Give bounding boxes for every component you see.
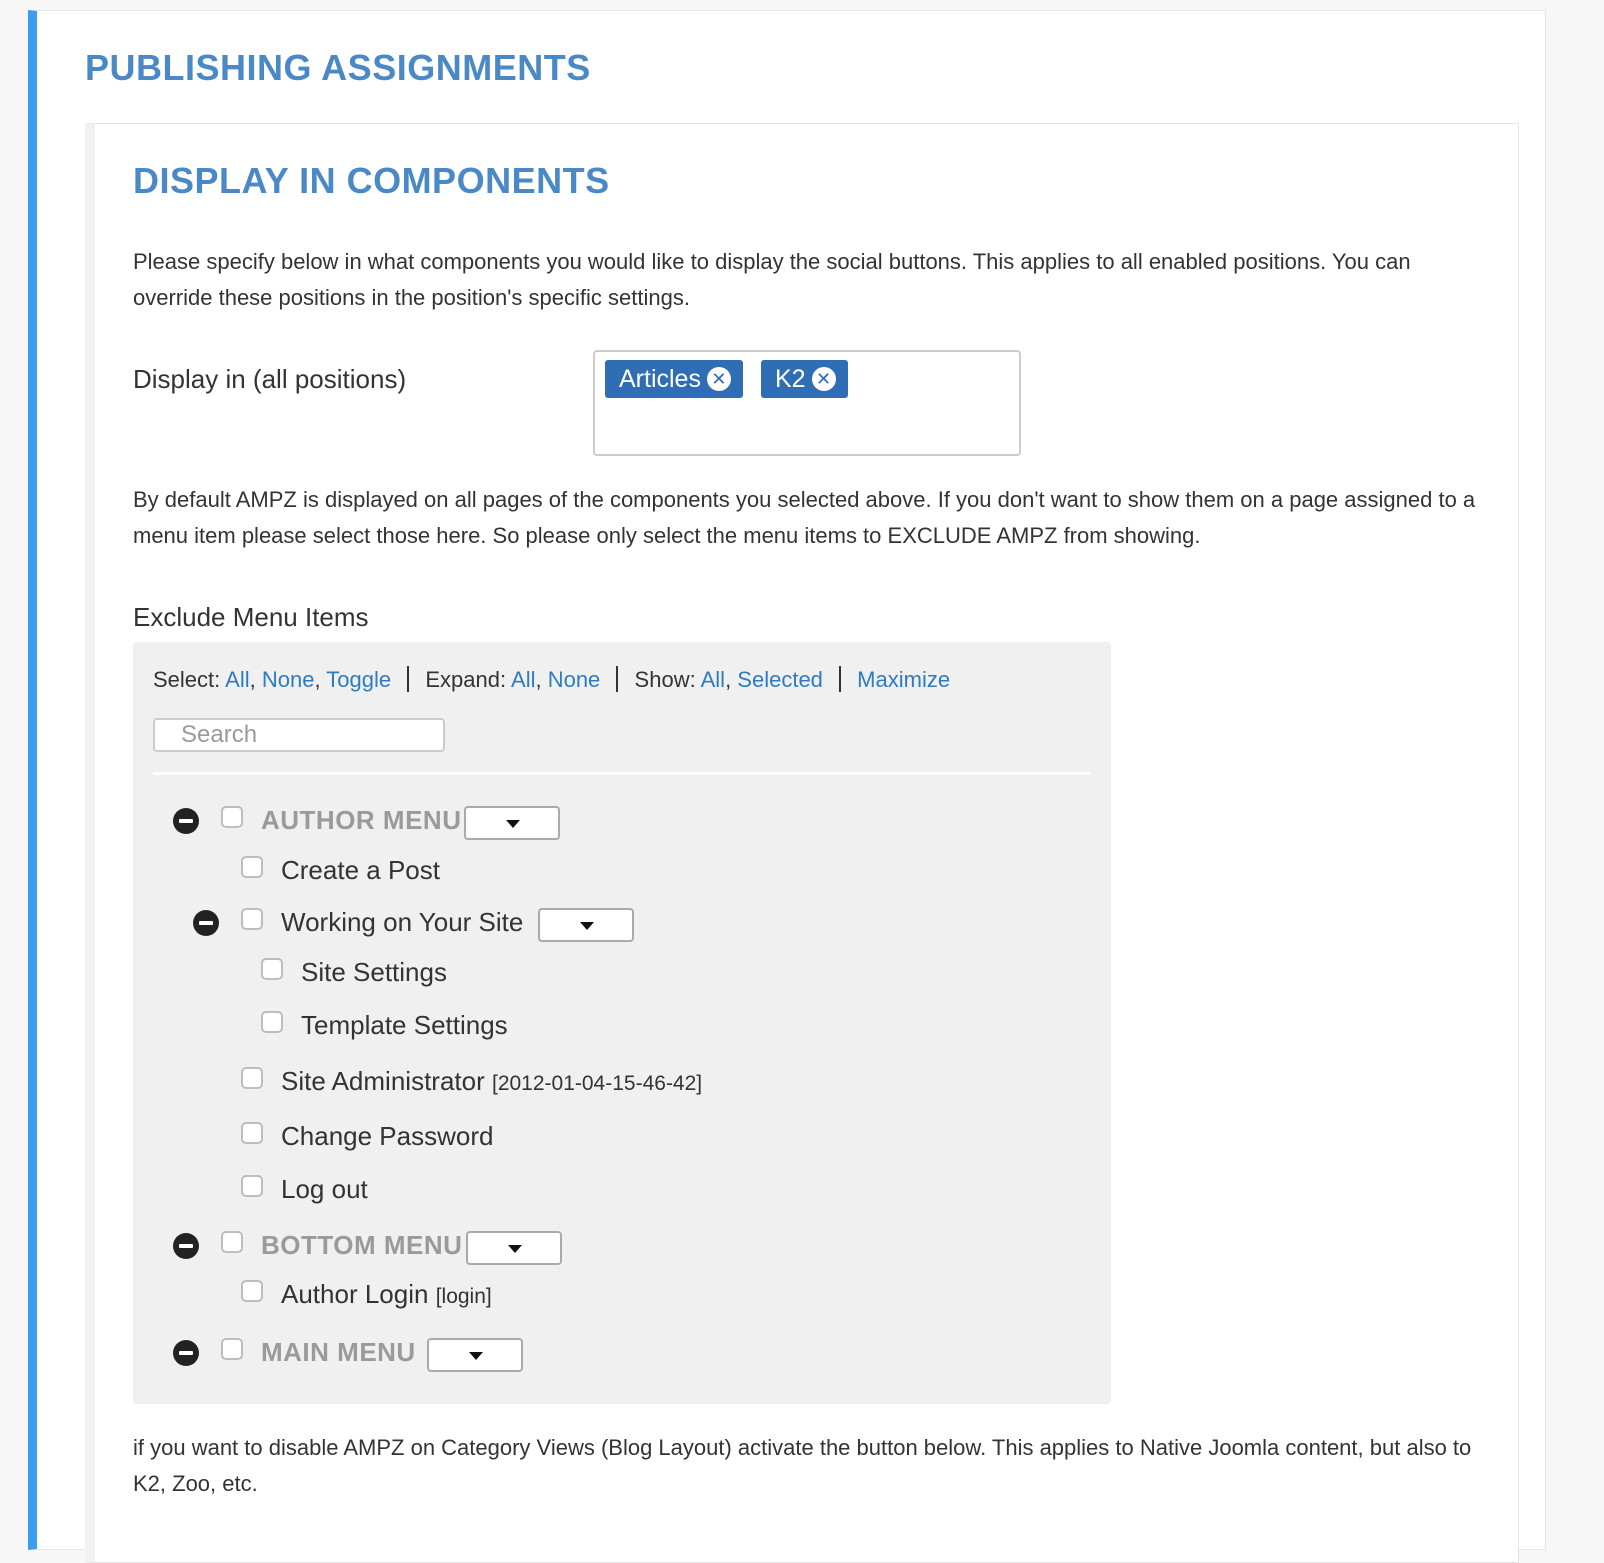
exclude-menu-items-label: Exclude Menu Items: [133, 602, 369, 632]
select-toggle-link[interactable]: Toggle: [326, 667, 392, 692]
item-label: [281, 1063, 702, 1102]
tree-item-working-on-site: [133, 904, 1111, 944]
checkbox[interactable]: [241, 856, 263, 878]
expand-all-link[interactable]: All: [511, 667, 536, 692]
menu-group-title: BOTTOM MENU: [261, 1230, 463, 1260]
collapse-icon[interactable]: [173, 808, 199, 834]
show-selected-link[interactable]: Selected: [737, 667, 823, 692]
item-title: Author Login: [281, 1279, 429, 1309]
tree-group-author-menu: [133, 802, 1111, 842]
item-label: Log out: [281, 1174, 368, 1204]
divider: [407, 666, 409, 692]
settings-page: [28, 10, 1546, 1550]
checkbox[interactable]: [241, 1122, 263, 1144]
item-label: Template Settings: [301, 1010, 508, 1040]
maximize-link[interactable]: Maximize: [857, 667, 951, 692]
show-all-link[interactable]: All: [700, 667, 726, 692]
checkbox[interactable]: [241, 1175, 263, 1197]
select-dropdown[interactable]: [538, 908, 634, 942]
item-label: Working on Your Site: [281, 907, 524, 937]
checkbox[interactable]: [241, 1280, 263, 1302]
tree-group-bottom-menu: [133, 1227, 1111, 1267]
divider: [839, 666, 841, 692]
intro-text: Please specify below in what components you would like to display the social buttons. This applies to all enabled positions. You can override these positions in the position's specific settings.: [133, 249, 1411, 310]
collapse-icon[interactable]: [173, 1340, 199, 1366]
tag-label: K2: [775, 365, 806, 393]
item-label: Change Password: [281, 1121, 494, 1151]
item-alias: [login]: [435, 1285, 492, 1308]
section-title: PUBLISHING ASSIGNMENTS: [85, 47, 591, 88]
select-dropdown[interactable]: [464, 806, 560, 840]
checkbox[interactable]: [221, 1338, 243, 1360]
tree-controls: Select: All, None, Toggle Expand: All, None Show: All, Selected Maximize: [153, 667, 951, 692]
checkbox[interactable]: [241, 908, 263, 930]
select-dropdown[interactable]: [466, 1231, 562, 1265]
tag-label: Articles: [619, 365, 701, 393]
expand-none-link[interactable]: None: [547, 667, 601, 692]
tree-item-site-administrator: [133, 1063, 1111, 1103]
select-all-link[interactable]: All: [225, 667, 250, 692]
display-in-label: Display in (all positions): [133, 364, 407, 394]
components-multiselect[interactable]: [593, 350, 1021, 456]
menu-group-title: MAIN MENU: [261, 1337, 416, 1367]
panel-title: DISPLAY IN COMPONENTS: [133, 160, 610, 201]
tree-item-change-password: [133, 1118, 1111, 1158]
search-input[interactable]: [153, 718, 445, 752]
collapse-icon[interactable]: [173, 1233, 199, 1259]
checkbox[interactable]: [261, 1011, 283, 1033]
checkbox[interactable]: [221, 1231, 243, 1253]
tree-item-author-login: [133, 1276, 1111, 1316]
remove-tag-icon[interactable]: ✕: [707, 367, 731, 391]
category-note-text: if you want to disable AMPZ on Category Views (Blog Layout) activate the button below. This applies to Native Joomla content, but also to K2, Zoo, etc.: [133, 1435, 1472, 1496]
default-note-text: By default AMPZ is displayed on all pages of the components you selected above. If you don't want to show them on a page assigned to a menu item please select those here. So please only select the menu items to EXCLUDE AMPZ from showing.: [133, 487, 1476, 548]
menu-group-title: AUTHOR MENU: [261, 805, 462, 835]
checkbox[interactable]: [241, 1067, 263, 1089]
checkbox[interactable]: [261, 958, 283, 980]
item-label: Site Settings: [301, 957, 447, 987]
item-label: Create a Post: [281, 855, 440, 885]
tree-item-create-post: [133, 852, 1111, 892]
checkbox[interactable]: [221, 806, 243, 828]
select-label: Select:: [153, 667, 221, 692]
display-components-panel: [85, 123, 1519, 1563]
item-title: Site Administrator: [281, 1066, 485, 1096]
show-label: Show:: [634, 667, 696, 692]
select-dropdown[interactable]: [427, 1338, 523, 1372]
collapse-icon[interactable]: [193, 910, 219, 936]
tree-item-template-settings: [133, 1007, 1111, 1047]
divider: [616, 666, 618, 692]
expand-label: Expand:: [425, 667, 507, 692]
select-none-link[interactable]: None: [261, 667, 315, 692]
tree-item-site-settings: [133, 954, 1111, 994]
tree-item-log-out: [133, 1171, 1111, 1211]
tag-k2: [761, 360, 848, 398]
tag-articles: [605, 360, 743, 398]
remove-tag-icon[interactable]: ✕: [812, 367, 836, 391]
tree-group-main-menu: [133, 1334, 1111, 1374]
menu-tree-box: [133, 642, 1111, 1404]
item-alias: [2012-01-04-15-46-42]: [491, 1072, 703, 1095]
tree-divider: [153, 772, 1091, 775]
item-label: [281, 1276, 492, 1315]
